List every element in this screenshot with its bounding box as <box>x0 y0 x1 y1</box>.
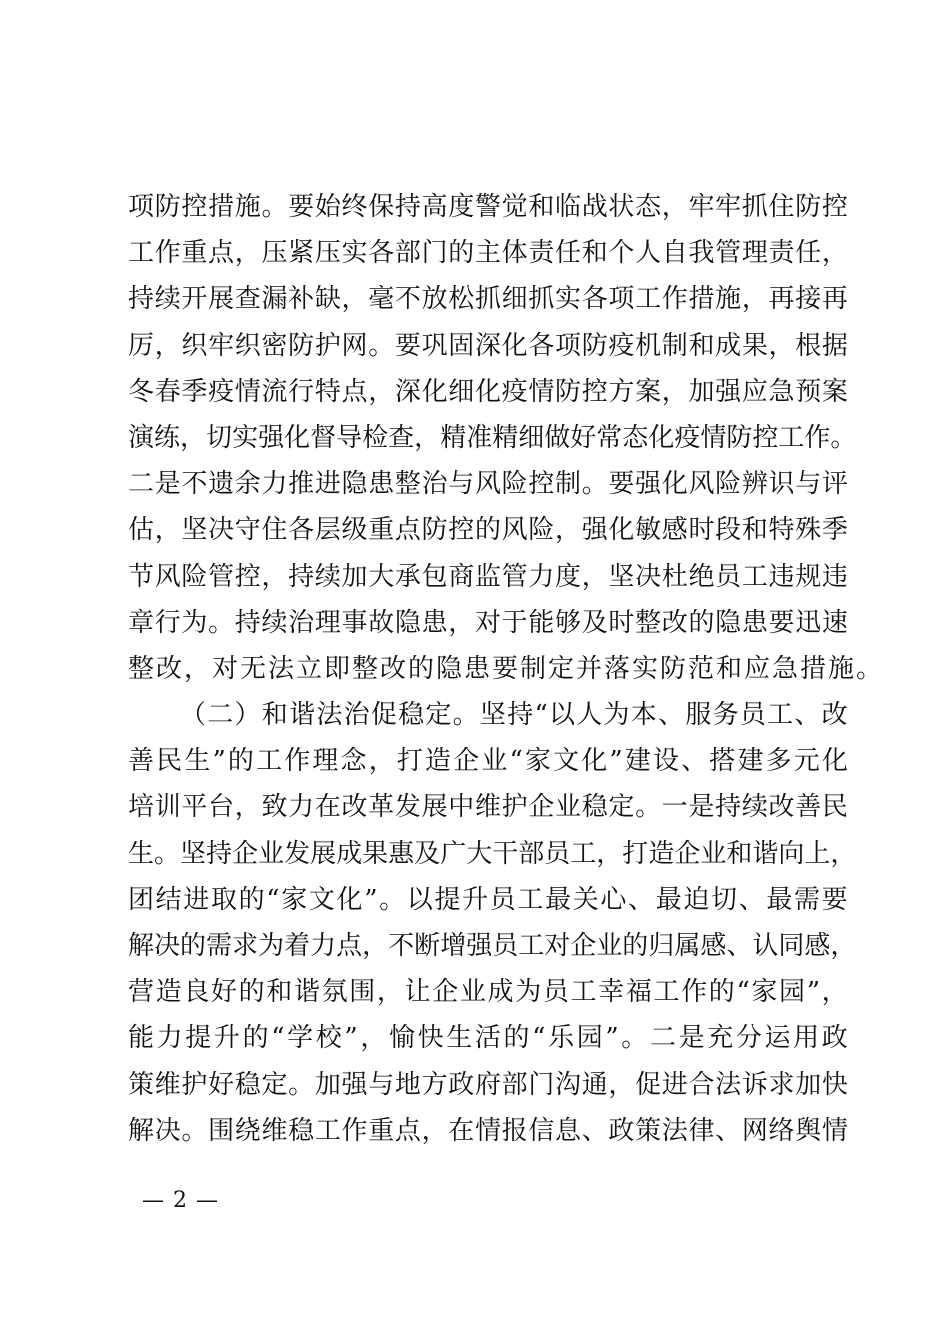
text-line: 解 决 的 需 求 为 着 力 点 ， 不 断 增 强 员 工 对 企 业 的 归 属 感 、 认 同 感 ， <box>128 931 857 961</box>
text-line: 冬 春 季 疫 情 流 行 特 点 ， 深 化 细 化 疫 情 防 控 方 案 ， 加 强 应 急 预 案 <box>128 376 848 407</box>
page-number: — 2 — <box>142 1188 219 1213</box>
section-heading-line: （ 二 ） 和 谐 法 治 促 稳 定 。 坚 持 “ 以 人 为 本 、 服 务 员 工 、 改 <box>180 700 848 731</box>
text-line: 生 。 坚 持 企 业 发 展 成 果 惠 及 广 大 干 部 员 工 ， 打 造 企 业 和 谐 向 上 ， <box>128 838 857 869</box>
text-line: 能 力 提 升 的 “ 学 校 ” ， 愉 快 生 活 的 “ 乐 园 ” 。 二 是 充 分 运 用 政 <box>128 1023 848 1054</box>
text-line: 善 民 生 ” 的 工 作 理 念 ， 打 造 企 业 “ 家 文 化 ” 建 设 、 搭 建 多 元 化 <box>128 746 848 777</box>
text-line: 厉 ， 织 牢 织 密 防 护 网 。 要 巩 固 深 化 各 项 防 疫 机 制 和 成 果 ， 根 据 <box>128 330 848 361</box>
text-line: 解 决 。 围 绕 维 稳 工 作 重 点 ， 在 情 报 信 息 、 政 策 法 律 、 网 络 舆 情 <box>128 1115 848 1146</box>
text-line: 持 续 开 展 查 漏 补 缺 ， 毫 不 放 松 抓 细 抓 实 各 项 工 作 措 施 ， 再 接 再 <box>128 284 848 315</box>
text-line: 演 练 ， 切 实 强 化 督 导 检 查 ， 精 准 精 细 做 好 常 态 化 疫 情 防 控 工 作 。 <box>128 422 857 453</box>
text-line: 工 作 重 点 ， 压 紧 压 实 各 部 门 的 主 体 责 任 和 个 人 自 我 管 理 责 任 ， <box>128 238 848 269</box>
text-line: 团 结 进 取 的 “ 家 文 化 ” 。 以 提 升 员 工 最 关 心 、 最 迫 切 、 最 需 要 <box>128 884 848 915</box>
text-line: 培 训 平 台 ， 致 力 在 改 革 发 展 中 维 护 企 业 稳 定 。 一 是 持 续 改 善 民 <box>128 792 848 823</box>
text-line: 二 是 不 遗 余 力 推 进 隐 患 整 治 与 风 险 控 制 。 要 强 化 风 险 辨 识 与 评 <box>128 469 848 500</box>
text-line: 项 防 控 措 施 。 要 始 终 保 持 高 度 警 觉 和 临 战 状 态 ， 牢 牢 抓 住 防 控 <box>128 192 848 222</box>
text-line: 营 造 良 好 的 和 谐 氛 围 ， 让 企 业 成 为 员 工 幸 福 工 作 的 “ 家 园 ” ， <box>128 977 848 1008</box>
text-line: 整改，对无法立即整改的隐患要制定并落实防范和应急措施。 <box>128 653 885 684</box>
text-line: 策 维 护 好 稳 定 。 加 强 与 地 方 政 府 部 门 沟 通 ， 促 进 合 法 诉 求 加 快 <box>128 1069 848 1100</box>
text-line: 估 ， 坚 决 守 住 各 层 级 重 点 防 控 的 风 险 ， 强 化 敏 感 时 段 和 特 殊 季 <box>128 515 848 546</box>
text-line: 章 行 为 。 持 续 治 理 事 故 隐 患 ， 对 于 能 够 及 时 整 改 的 隐 患 要 迅 速 <box>128 607 848 638</box>
text-line: 节 风 险 管 控 ， 持 续 加 大 承 包 商 监 管 力 度 ， 坚 决 杜 绝 员 工 违 规 违 <box>128 561 848 592</box>
body-text <box>128 184 885 1154</box>
